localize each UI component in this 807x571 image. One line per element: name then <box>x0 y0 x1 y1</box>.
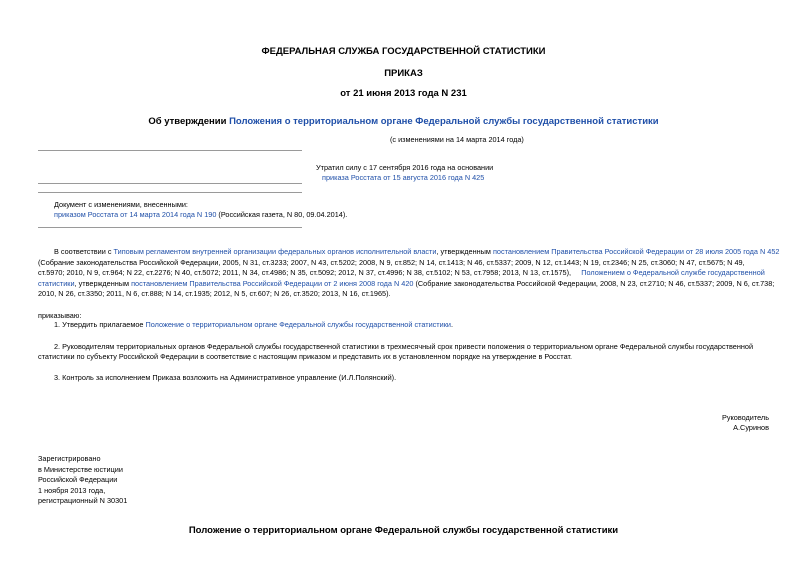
changes-link[interactable]: приказом Росстата от 14 марта 2014 года N 190 <box>54 210 217 219</box>
preamble-text: , утвержденным <box>436 247 493 256</box>
title-link[interactable]: Положения о территориальном органе Федеральной службы государственной статистики <box>229 116 659 127</box>
amendment-note: (с изменениями на 14 марта 2014 года) <box>390 135 524 144</box>
registration-line: Зарегистрировано <box>38 454 101 463</box>
preamble-text: (Собрание законодательства Российской Федерации, 2008, N 23, ст.2710; N 46, ст.5337; 2009, N 6, ст.738; <box>413 279 775 288</box>
gov-decree-420-link[interactable]: постановлением Правительства Российской Федерации от 2 июня 2008 года N 420 <box>131 279 414 288</box>
changes-line <box>54 210 347 220</box>
signature-role: Руководитель <box>721 413 769 422</box>
preamble-line-4 <box>38 279 774 290</box>
divider <box>38 150 302 151</box>
preamble-line-5: 2010, N 26, ст.3350; 2011, N 6, ст.888; N 14, ст.1935; 2012, N 5, ст.607; N 26, ст.3520; 2013, N 16, ст.1965). <box>38 289 391 298</box>
changes-rest: (Российская газета, N 80, 09.04.2014). <box>216 210 348 219</box>
registration-line: в Министерстве юстиции <box>38 465 123 474</box>
preamble-text: ст.5970; 2010, N 9, ст.964; N 22, ст.2276; N 40, ст.5072; 2011, N 34, ст.4986; N 35, ст.5092; 2012, N 37, ст.4996; N 38, ст.5102; N 53, ст.7958; 2013, N 13, ст.1575), <box>38 268 572 277</box>
preamble-line-3 <box>38 268 765 279</box>
gov-decree-452-link[interactable]: постановлением Правительства Российской Федерации от 28 июля 2005 года N 452 <box>492 247 780 256</box>
divider <box>38 183 302 184</box>
lost-force-text: Утратил силу с 17 сентября 2016 года на основании <box>316 163 494 172</box>
preamble-text: , утвержденным <box>74 279 132 288</box>
appendix-heading: Положение о территориальном органе Федеральной службы государственной статистики <box>188 525 619 536</box>
item-1-text: 1. Утвердить прилагаемое <box>54 320 146 329</box>
document-date-number: от 21 июня 2013 года N 231 <box>340 88 467 99</box>
rosstat-regulation-link[interactable]: Положением о Федеральной службе государственной <box>581 268 765 277</box>
registration-line: 1 ноября 2013 года, <box>38 486 106 495</box>
title-prefix: Об утверждении <box>148 116 230 127</box>
signature-name: А.Суринов <box>733 423 769 432</box>
item-2-line-2: статистики по субъекту Российской Федерации в соответствие с настоящим приказом и представить их в установленном порядке на утверждение в Росстат. <box>38 352 573 361</box>
regulation-link[interactable]: Положение о территориальном органе Федеральной службы государственной статистики <box>145 320 451 329</box>
lost-force-link[interactable]: приказа Росстата от 15 августа 2016 года N 425 <box>322 173 485 182</box>
divider <box>38 227 302 228</box>
typical-regulation-link[interactable]: Типовым регламентом внутренней организации федеральных органов исполнительной власти <box>113 247 437 256</box>
order-word: приказываю: <box>38 311 82 320</box>
registration-number: регистрационный N 30301 <box>38 496 128 505</box>
divider <box>38 192 302 193</box>
item-1-text: . <box>451 320 454 329</box>
item-3: 3. Контроль за исполнением Приказа возложить на Административное управление (И.Л.Полянский). <box>54 373 397 382</box>
document-title <box>0 116 807 127</box>
document-type: ПРИКАЗ <box>384 68 423 79</box>
preamble-text: В соответствии с <box>54 247 114 256</box>
rosstat-regulation-link-cont[interactable]: статистики <box>38 279 75 288</box>
agency-name: ФЕДЕРАЛЬНАЯ СЛУЖБА ГОСУДАРСТВЕННОЙ СТАТИСТИКИ <box>261 46 546 57</box>
registration-line: Российской Федерации <box>38 475 118 484</box>
item-2-line-1: 2. Руководителям территориальных органов Федеральной службы государственной статистики в трехмесячный срок привести положения о территориальном органе Федеральной службы государственной <box>54 342 754 351</box>
item-1 <box>54 320 453 331</box>
preamble-line-1 <box>54 247 779 258</box>
changes-label: Документ с изменениями, внесенными: <box>54 200 188 209</box>
preamble-line-2: (Собрание законодательства Российской Федерации, 2005, N 31, ст.3233; 2007, N 43, ст.5202; 2008, N 9, ст.852; N 14, ст.1413; N 46, ст.5337; 2009, N 12, ст.1443; N 19, ст.2346; N 25, ст.3060; N 47, ст.5675; N 49, <box>38 258 745 267</box>
